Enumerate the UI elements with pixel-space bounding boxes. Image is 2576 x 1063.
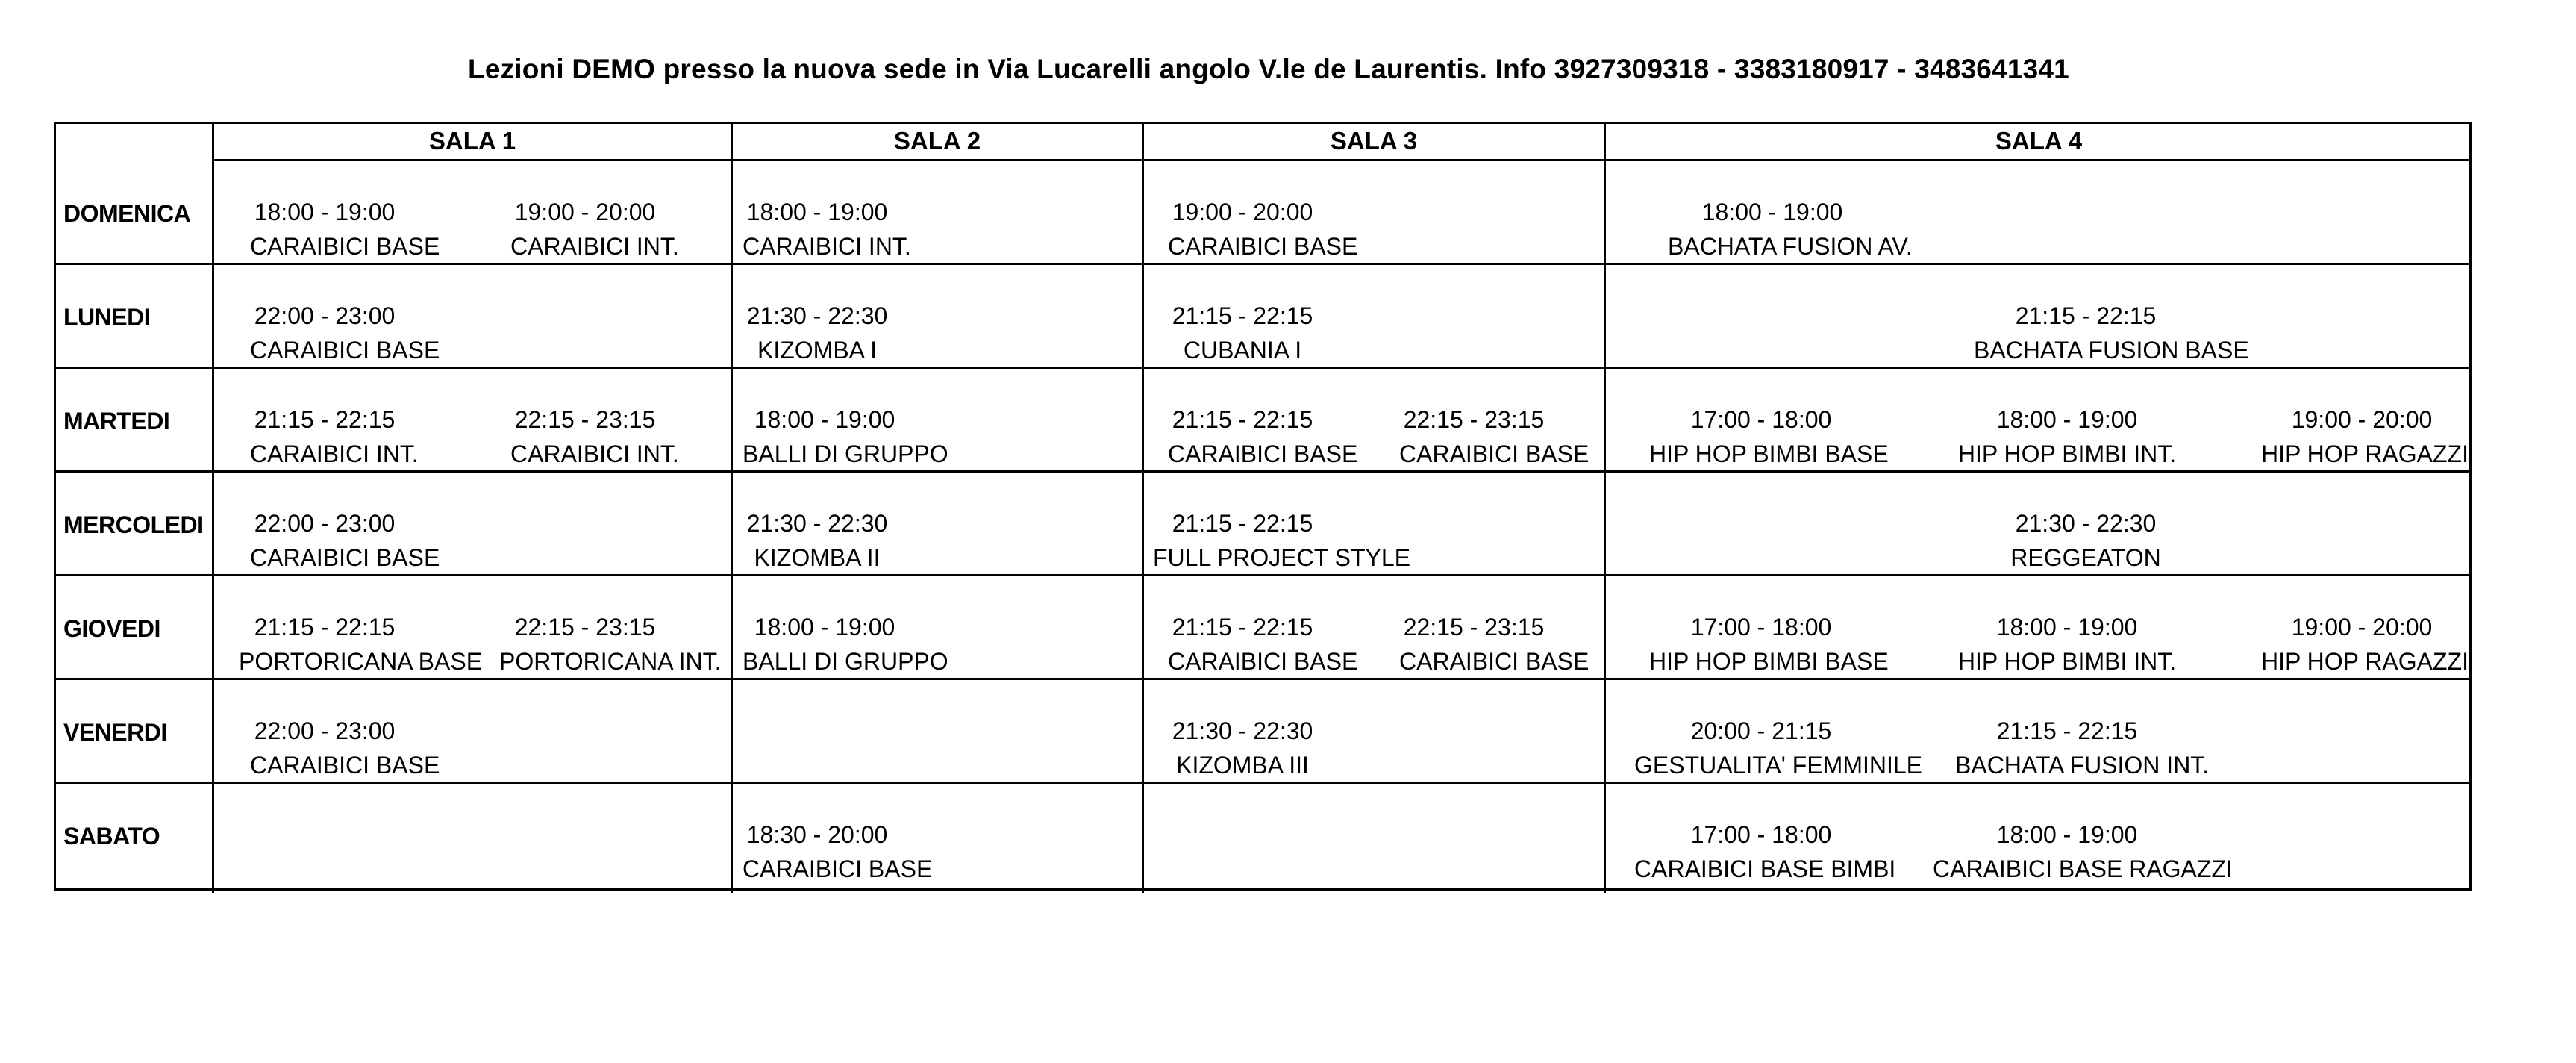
lesson-name: PORTORICANA BASE (239, 648, 483, 675)
lesson-slot (250, 714, 440, 782)
divider (1604, 124, 1606, 893)
lesson-time: 21:30 - 22:30 (2015, 510, 2157, 537)
lesson-name: CARAIBICI BASE (1399, 648, 1589, 675)
lesson-name: HIP HOP BIMBI BASE (1649, 440, 1889, 467)
lesson-name: BACHATA FUSION INT. (1955, 752, 2210, 779)
lesson-slot (743, 195, 911, 264)
lesson-name: CARAIBICI BASE (743, 855, 933, 882)
day-label: MERCOLEDI (63, 511, 204, 538)
lesson-time: 17:00 - 18:00 (1690, 614, 1832, 640)
lesson-slot (2261, 610, 2469, 679)
page-title: Lezioni DEMO presso la nuova sede in Via Lucarelli angolo V.le de Laurentis. Info 3927309318 - 3383180917 - 3483641341 (468, 54, 2069, 84)
hall-header: SALA 3 (1330, 127, 1418, 155)
lesson-name: CARAIBICI INT. (510, 233, 679, 260)
lesson-time: 21:15 - 22:15 (1172, 406, 1313, 433)
lesson-slot (1168, 299, 1317, 367)
lesson-time: 22:00 - 23:00 (254, 510, 396, 537)
divider (1142, 124, 1144, 893)
lesson-slot (1955, 402, 2179, 471)
lesson-slot (743, 299, 892, 367)
lesson-time: 22:15 - 23:15 (1403, 406, 1545, 433)
lesson-name: CARAIBICI BASE (250, 752, 440, 779)
lesson-slot (1634, 714, 1923, 782)
lesson-time: 17:00 - 18:00 (1690, 821, 1832, 848)
divider (731, 124, 733, 893)
lesson-name: GESTUALITA' FEMMINILE (1634, 752, 1923, 779)
lesson-time: 18:00 - 19:00 (1996, 406, 2138, 433)
lesson-slot (1933, 817, 2233, 886)
lesson-slot (1168, 714, 1317, 782)
lesson-name: BALLI DI GRUPPO (743, 440, 948, 467)
lesson-slot (510, 402, 679, 471)
lesson-time: 22:15 - 23:15 (1403, 614, 1545, 640)
day-label: LUNEDI (63, 304, 151, 331)
lesson-time: 19:00 - 20:00 (514, 199, 656, 225)
lesson-time: 21:30 - 22:30 (746, 302, 888, 329)
hall-header: SALA 4 (1995, 127, 2083, 155)
lesson-slot (1649, 402, 1889, 471)
lesson-time: 17:00 - 18:00 (1690, 406, 1832, 433)
lesson-slot (239, 610, 483, 679)
lesson-name: CARAIBICI BASE (250, 544, 440, 571)
lesson-time: 22:00 - 23:00 (254, 717, 396, 744)
lesson-name: CARAIBICI INT. (743, 233, 911, 260)
lesson-slot (250, 195, 440, 264)
lesson-slot (510, 195, 679, 264)
lesson-slot (250, 402, 419, 471)
lesson-slot (1955, 610, 2179, 679)
schedule-table (54, 122, 2472, 891)
lesson-time: 18:00 - 19:00 (1701, 199, 1843, 225)
lesson-name: HIP HOP BIMBI INT. (1957, 440, 2177, 467)
divider (212, 159, 2472, 161)
lesson-name: CARAIBICI BASE (250, 337, 440, 364)
lesson-time: 21:15 - 22:15 (1172, 510, 1313, 537)
lesson-name: CARAIBICI INT. (250, 440, 419, 467)
lesson-time: 21:15 - 22:15 (1172, 302, 1313, 329)
lesson-slot (1955, 714, 2210, 782)
lesson-name: CARAIBICI BASE (250, 233, 440, 260)
lesson-slot (250, 299, 440, 367)
lesson-slot (1634, 817, 1896, 886)
lesson-slot (1168, 610, 1358, 679)
hall-header: SALA 1 (428, 127, 516, 155)
lesson-slot (250, 506, 440, 575)
lesson-name: CARAIBICI BASE BIMBI (1634, 855, 1896, 882)
lesson-slot (1168, 195, 1358, 264)
lesson-name: CARAIBICI BASE (1168, 440, 1358, 467)
lesson-name: BACHATA FUSION BASE (1974, 337, 2249, 364)
lesson-slot (1168, 402, 1358, 471)
lesson-time: 21:15 - 22:15 (2015, 302, 2157, 329)
lesson-time: 18:00 - 19:00 (746, 199, 888, 225)
lesson-name: BACHATA FUSION AV. (1668, 233, 1913, 260)
lesson-name: CARAIBICI BASE (1168, 648, 1358, 675)
lesson-name: KIZOMBA III (1176, 752, 1309, 779)
lesson-time: 21:30 - 22:30 (746, 510, 888, 537)
day-label: SABATO (63, 823, 160, 850)
lesson-time: 18:00 - 19:00 (1996, 614, 2138, 640)
lesson-name: FULL PROJECT STYLE (1153, 544, 1410, 571)
lesson-time: 19:00 - 20:00 (2291, 406, 2433, 433)
lesson-name: HIP HOP BIMBI BASE (1649, 648, 1889, 675)
lesson-time: 18:00 - 19:00 (754, 406, 895, 433)
lesson-name: HIP HOP RAGAZZI (2261, 648, 2469, 675)
lesson-slot (1974, 299, 2249, 367)
lesson-time: 22:15 - 23:15 (514, 614, 656, 640)
day-label: DOMENICA (63, 200, 191, 227)
lesson-name: PORTORICANA INT. (499, 648, 722, 675)
divider (212, 124, 214, 893)
lesson-name: KIZOMBA I (757, 337, 878, 364)
lesson-time: 21:15 - 22:15 (254, 614, 396, 640)
lesson-slot (2261, 402, 2469, 471)
day-label: VENERDI (63, 719, 167, 746)
lesson-name: CUBANIA I (1183, 337, 1302, 364)
lesson-time: 22:15 - 23:15 (514, 406, 656, 433)
lesson-slot (1649, 610, 1889, 679)
hall-header: SALA 2 (893, 127, 981, 155)
lesson-slot (499, 610, 722, 679)
lesson-time: 21:15 - 22:15 (254, 406, 396, 433)
day-label: MARTEDI (63, 408, 170, 434)
day-label: GIOVEDI (63, 615, 160, 642)
lesson-time: 19:00 - 20:00 (2291, 614, 2433, 640)
lesson-slot (743, 610, 948, 679)
lesson-time: 18:00 - 19:00 (254, 199, 396, 225)
lesson-time: 18:00 - 19:00 (1996, 821, 2138, 848)
lesson-time: 21:15 - 22:15 (1996, 717, 2138, 744)
lesson-time: 19:00 - 20:00 (1172, 199, 1313, 225)
lesson-slot (1153, 506, 1410, 575)
lesson-slot (743, 506, 892, 575)
lesson-slot (743, 817, 933, 886)
lesson-name: CARAIBICI BASE RAGAZZI (1933, 855, 2233, 882)
lesson-name: CARAIBICI BASE (1399, 440, 1589, 467)
lesson-time: 21:15 - 22:15 (1172, 614, 1313, 640)
lesson-name: KIZOMBA II (754, 544, 881, 571)
lesson-slot (743, 402, 948, 471)
lesson-time: 21:30 - 22:30 (1172, 717, 1313, 744)
lesson-name: CARAIBICI INT. (510, 440, 679, 467)
lesson-name: CARAIBICI BASE (1168, 233, 1358, 260)
lesson-slot (1974, 506, 2198, 575)
lesson-name: HIP HOP RAGAZZI (2261, 440, 2469, 467)
lesson-name: HIP HOP BIMBI INT. (1957, 648, 2177, 675)
lesson-slot (1399, 610, 1589, 679)
lesson-time: 18:00 - 19:00 (754, 614, 895, 640)
lesson-slot (1668, 195, 1913, 264)
lesson-name: BALLI DI GRUPPO (743, 648, 948, 675)
lesson-slot (1399, 402, 1589, 471)
lesson-name: REGGEATON (2010, 544, 2161, 571)
lesson-time: 18:30 - 20:00 (746, 821, 888, 848)
lesson-time: 20:00 - 21:15 (1690, 717, 1832, 744)
lesson-time: 22:00 - 23:00 (254, 302, 396, 329)
